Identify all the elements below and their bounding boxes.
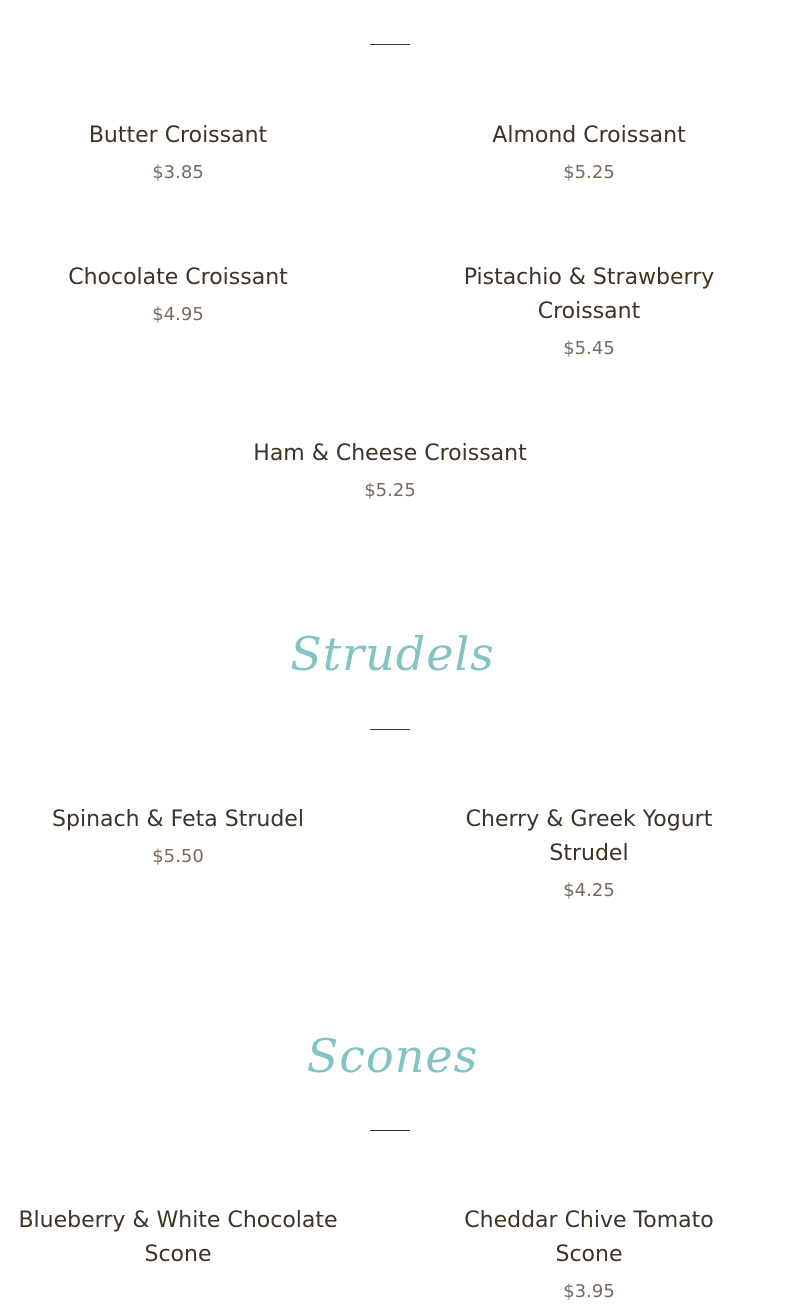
menu-item-butter-croissant (18, 119, 338, 185)
item-price: $3.95 (563, 1281, 615, 1302)
menu-item-chocolate-croissant (18, 261, 338, 327)
section-title-strudels: Strudels (290, 627, 495, 681)
item-price: $4.95 (152, 304, 204, 325)
menu-item-cherry-greek-yogurt-strudel (429, 803, 749, 903)
item-price: $5.25 (563, 162, 615, 183)
section-divider-strudels (370, 729, 410, 730)
menu-item-ham-cheese-croissant (190, 437, 590, 503)
item-price: $5.25 (364, 480, 416, 501)
item-price: $4.25 (563, 880, 615, 901)
item-name: Almond Croissant (492, 123, 686, 148)
menu-item-blueberry-white-chocolate-scone (18, 1204, 338, 1280)
item-name: Butter Croissant (88, 123, 268, 148)
item-name: Ham & Cheese Croissant (253, 441, 527, 466)
item-price: $5.50 (152, 846, 204, 867)
menu-item-almond-croissant (429, 119, 749, 185)
item-name: Blueberry & White Chocolate Scone (18, 1208, 338, 1267)
item-name: Spinach & Feta Strudel (52, 807, 304, 832)
menu-item-pistachio-strawberry-croissant (429, 261, 749, 361)
item-name: Chocolate Croissant (68, 265, 288, 290)
item-price: $3.85 (152, 162, 204, 183)
item-name: Pistachio & Strawberry Croissant (463, 265, 715, 324)
section-title-scones: Scones (306, 1029, 479, 1083)
item-name: Cherry & Greek Yogurt Strudel (465, 807, 713, 866)
item-price: $5.45 (563, 338, 615, 359)
section-divider-croissants (370, 44, 410, 45)
menu-item-cheddar-chive-tomato-scone (429, 1204, 749, 1304)
menu-item-spinach-feta-strudel (18, 803, 338, 869)
section-divider-scones (370, 1130, 410, 1131)
item-name: Cheddar Chive Tomato Scone (464, 1208, 714, 1267)
